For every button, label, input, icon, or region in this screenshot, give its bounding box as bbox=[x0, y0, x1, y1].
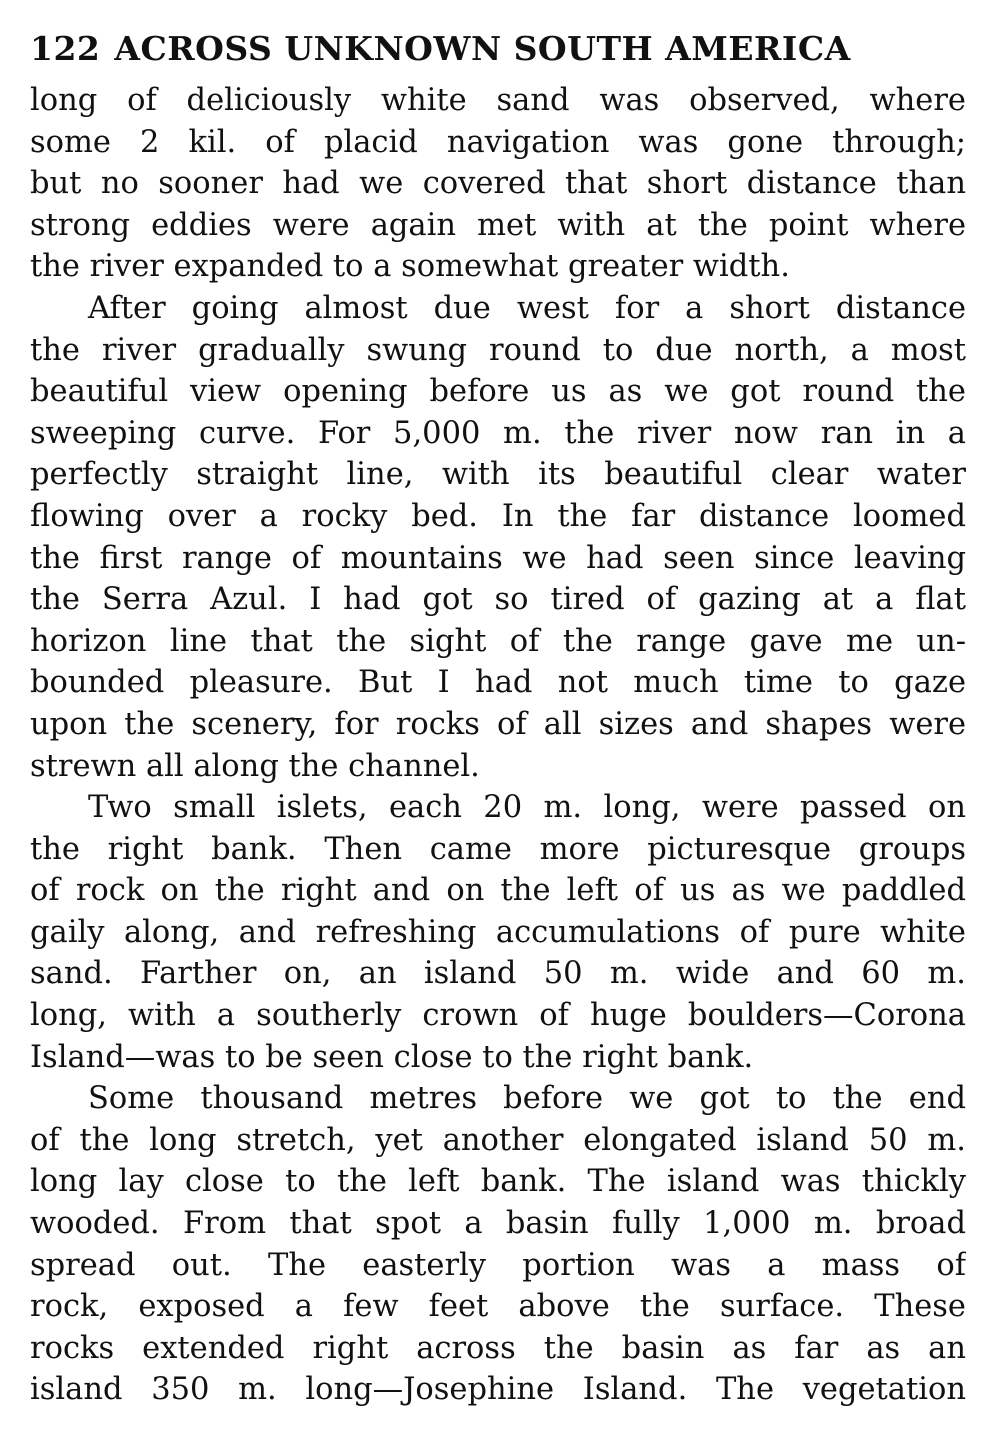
text-line: strewn all along the channel. bbox=[30, 748, 480, 784]
running-title: ACROSS UNKNOWN SOUTH AMERICA bbox=[114, 29, 851, 68]
paragraph bbox=[30, 1078, 966, 1411]
paragraph bbox=[30, 787, 966, 1078]
text-line: gaily along, and refreshing accumulations of pure white bbox=[30, 914, 966, 950]
text-line: the river expanded to a somewhat greater width. bbox=[30, 249, 790, 285]
text-line: Island—was to be seen close to the right bank. bbox=[30, 1039, 754, 1075]
text-line: Two small islets, each 20 m. long, were passed on bbox=[88, 790, 966, 826]
text-line: the river gradually swung round to due north, a most bbox=[30, 332, 966, 368]
paragraph bbox=[30, 80, 966, 288]
book-page bbox=[30, 22, 966, 1411]
text-line: Some thousand metres before we got to the end bbox=[88, 1081, 966, 1117]
text-line: long lay close to the left bank. The island was thickly bbox=[30, 1164, 966, 1200]
text-line: wooded. From that spot a basin fully 1,000 m. broad bbox=[30, 1206, 966, 1242]
text-line: of rock on the right and on the left of us as we paddled bbox=[30, 873, 966, 909]
text-line: perfectly straight line, with its beautiful clear water bbox=[30, 457, 966, 493]
text-line: of the long stretch, yet another elongated island 50 m. bbox=[30, 1122, 966, 1158]
text-line: long of deliciously white sand was observed, where bbox=[30, 83, 966, 118]
text-line: some 2 kil. of placid navigation was gone through; bbox=[30, 124, 966, 160]
text-line: rock, exposed a few feet above the surface. These bbox=[30, 1289, 966, 1325]
running-header bbox=[30, 22, 966, 80]
text-line: sweeping curve. For 5,000 m. the river now ran in a bbox=[30, 415, 966, 451]
text-line: beautiful view opening before us as we got round the bbox=[30, 374, 966, 410]
text-line: horizon line that the sight of the range gave me un- bbox=[30, 623, 966, 659]
text-line: strong eddies were again met with at the point where bbox=[30, 207, 966, 243]
text-line: rocks extended right across the basin as far as an bbox=[30, 1330, 966, 1366]
text-line: but no sooner had we covered that short distance than bbox=[30, 166, 966, 202]
text-line: sand. Farther on, an island 50 m. wide and 60 m. bbox=[30, 956, 966, 992]
text-line: the right bank. Then came more picturesque groups bbox=[30, 831, 966, 867]
paragraph bbox=[30, 288, 966, 787]
text-line: bounded pleasure. But I had not much time to gaze bbox=[30, 665, 966, 701]
text-line: flowing over a rocky bed. In the far distance loomed bbox=[30, 498, 966, 534]
text-line: island 350 m. long—Josephine Island. The vegetation bbox=[30, 1372, 966, 1408]
text-line: long, with a southerly crown of huge boulders—Corona bbox=[30, 998, 966, 1034]
page-number: 122 bbox=[30, 29, 101, 68]
text-line: the Serra Azul. I had got so tired of gazing at a flat bbox=[30, 582, 966, 618]
body-text bbox=[30, 80, 966, 1411]
text-line: After going almost due west for a short distance bbox=[88, 290, 966, 326]
text-line: upon the scenery, for rocks of all sizes and shapes were bbox=[30, 706, 966, 742]
text-line: spread out. The easterly portion was a mass of bbox=[30, 1247, 966, 1283]
text-line: the first range of mountains we had seen since leaving bbox=[30, 540, 966, 576]
